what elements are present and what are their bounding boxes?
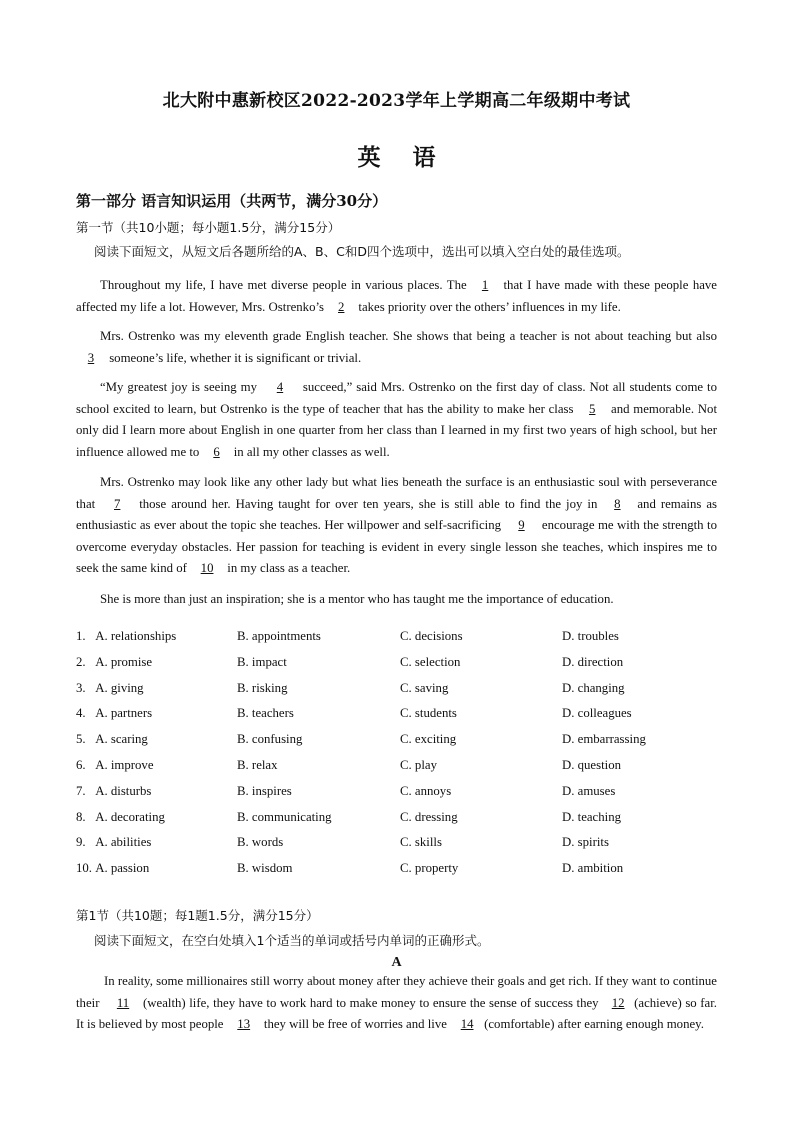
blank-8: 8 [614,496,621,511]
option-c: C. decisions [400,629,463,643]
option-d: D. troubles [562,629,619,643]
option-b: B. relax [237,757,278,772]
option-row: 3. A. giving B. risking C. saving D. changing [76,680,625,695]
subject-title: 英语 [357,144,468,171]
option-b: B. appointments [237,629,321,643]
option-c: C. play [400,757,437,772]
option-d: D. colleagues [562,706,632,721]
passage-paragraph-1: Throughout my life, I have met diverse people in various places. The 1 that I have made with these people have affected my life a lot. However, Mrs. Ostrenko’s 2 takes priority over the others’ influences in my life. [76,275,717,318]
option-c: C. skills [400,835,442,850]
option-c: C. property [400,861,459,876]
passage-a-paragraph: In reality, some millionaires still worry about money after they achieve their goals and get rich. If they want to continue their 11 (wealth) life, they have to work hard to make money to ensure the sense of success they 12 (achieve) so far. It is believed by most people 13 they will be free of worries and live 14 (comfortable) after earning enough money. [76,971,717,1036]
option-a: A. decorating [95,809,165,824]
option-d: D. amuses [562,783,616,798]
option-row: 9. A. abilities B. words C. skills D. spirits [76,835,609,850]
option-b: B. teachers [237,706,294,721]
option-b: B. wisdom [237,861,293,876]
section2-label: 第1节（共10题；每1题1.5分，满分15分） [76,908,319,923]
option-c: C. exciting [400,732,457,747]
blank-9: 9 [518,518,525,532]
section1-label: 第一节（共10小题；每小题1.5分，满分15分） [76,220,341,235]
options-list [76,629,726,887]
option-d: D. direction [562,654,624,669]
option-b: B. inspires [237,783,292,798]
option-row: 2. A. promise B. impact C. selection D. direction [76,654,624,669]
option-c: C. dressing [400,809,458,824]
exam-title: 北大附中惠新校区2022-2023学年上学期高二年级期中考试 [162,91,631,111]
option-row: 7. A. disturbs B. inspires C. annoys D. amuses [76,783,616,798]
blank-12: 12 [611,995,625,1010]
option-d: D. embarrassing [562,732,646,747]
blank-11: 11 [116,995,130,1010]
option-a: A. relationships [95,629,177,643]
blank-14: 14 [460,1017,474,1031]
section2-instruction: 阅读下面短文，在空白处填入1个适当的单词或括号内单词的正确形式。 [94,933,490,948]
option-row: 5. A. scaring B. confusing C. exciting D. embarrassing [76,732,646,747]
option-c: C. students [400,706,457,721]
option-a: A. partners [95,706,153,721]
option-a: A. passion [95,861,150,876]
option-a: A. giving [95,680,144,695]
option-row: 10. A. passion B. wisdom C. property D. ambition [76,861,624,876]
option-a: A. disturbs [95,783,152,798]
section1-instruction: 阅读下面短文，从短文后各题所给的A、B、C和D四个选项中，选出可以填入空白处的最佳选项。 [94,244,630,259]
option-a: A. improve [95,757,154,772]
option-b: B. impact [237,654,287,669]
blank-1: 1 [481,278,489,292]
part1-title: 第一部分 语言知识运用（共两节，满分30分） [76,192,388,210]
option-d: D. spirits [562,835,609,850]
passage-a-heading: A [391,955,402,970]
blank-13: 13 [237,1017,251,1031]
option-d: D. question [562,757,622,772]
option-d: D. ambition [562,861,624,876]
option-row: 1. A. relationships B. appointments C. decisions D. troubles [76,629,619,643]
option-a: A. abilities [95,835,152,850]
option-b: B. confusing [237,732,303,747]
option-row: 8. A. decorating B. communicating C. dressing D. teaching [76,809,621,824]
passage-paragraph-5: She is more than just an inspiration; she is a mentor who has taught me the importance of education. [100,592,614,606]
option-c: C. selection [400,654,461,669]
passage-paragraph-3: “My greatest joy is seeing my 4 succeed,” said Mrs. Ostrenko on the first day of class. Not all students come to school excited to learn, but Ostrenko is the type of teacher that has the ability to make her class 5 and memorable. Not only did I learn more about English in one quarter from her class than I learned in my first two years of high school, but her influence allowed me to 6 in all my other classes as well. [76,377,717,463]
option-d: D. teaching [562,809,621,824]
blank-10: 10 [200,561,214,575]
option-a: A. scaring [95,732,148,747]
option-row: 6. A. improve B. relax C. play D. question [76,757,622,772]
option-b: B. words [237,835,284,850]
blank-7: 7 [114,496,121,511]
option-c: C. saving [400,680,449,695]
option-row: 4. A. partners B. teachers C. students D. colleagues [76,706,632,721]
option-a: A. promise [95,654,153,669]
blank-3: 3 [87,350,95,365]
blank-4: 4 [276,380,284,394]
blank-5: 5 [589,401,596,416]
blank-2: 2 [338,299,345,314]
passage-paragraph-2: Mrs. Ostrenko was my eleventh grade English teacher. She shows that being a teacher is not about teaching but also 3 someone’s life, whether it is significant or trivial. [76,326,717,369]
blank-6: 6 [213,444,220,459]
option-b: B. communicating [237,809,332,824]
passage-paragraph-4: Mrs. Ostrenko may look like any other lady but what lies beneath the surface is an enthusiastic soul with perseverance that 7 those around her. Having taught for over ten years, she is still able to find the joy in 8 and remains as enthusiastic as ever about the topic she teaches. Her willpower and self-sacrificing 9 encourage me with the strength to overcome everyday obstacles. Her passion for teaching is evident in every single lesson she teaches, which inspires me to seek the same kind of 10 in my class as a teacher. [76,472,717,580]
option-c: C. annoys [400,783,452,798]
option-d: D. changing [562,680,625,695]
option-b: B. risking [237,680,288,695]
